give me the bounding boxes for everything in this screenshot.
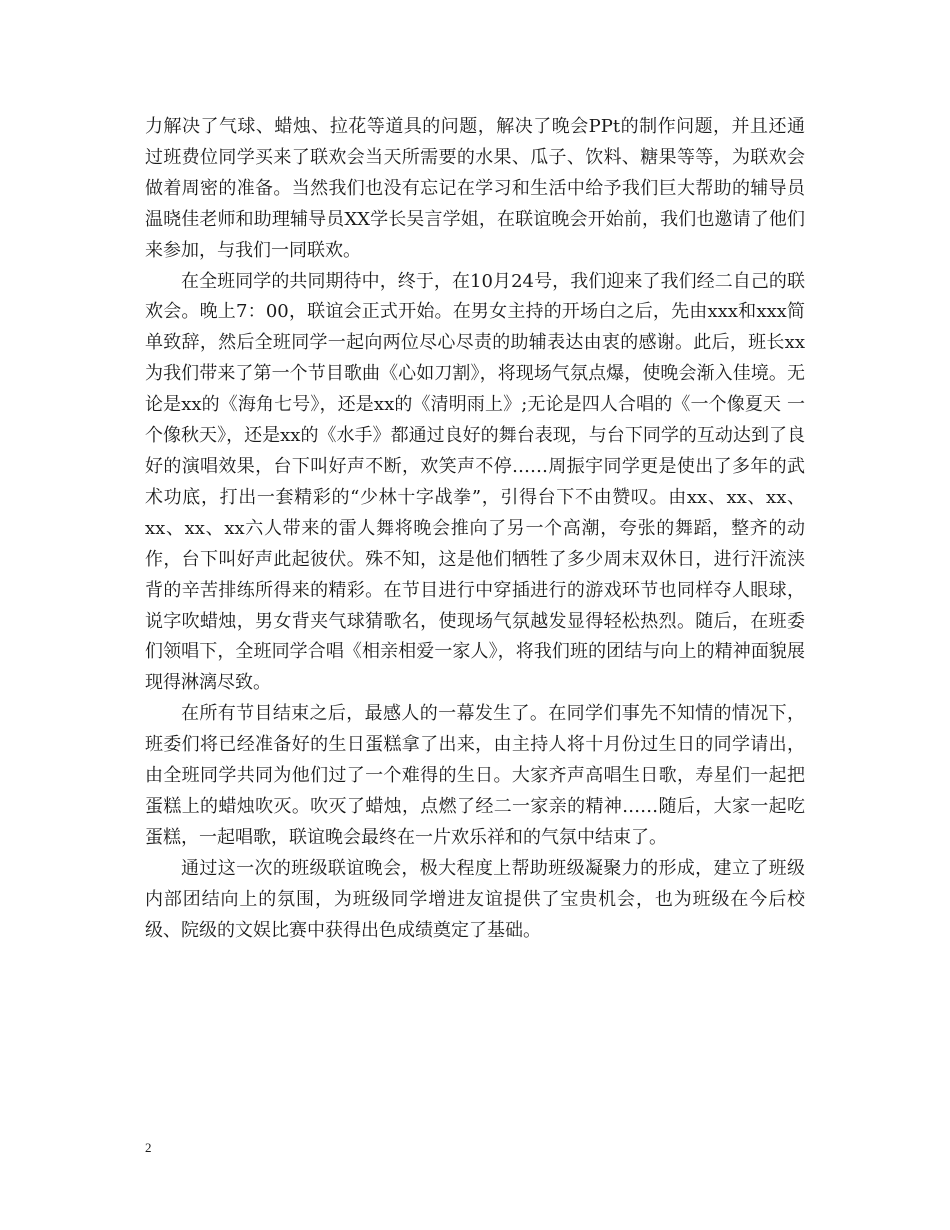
paragraph-party-program: 在全班同学的共同期待中，终于，在10月24号，我们迎来了我们经二自己的联欢会。晚上7：00，联谊会正式开始。在男女主持的开场白之后，先由xxx和xxx简单致辞，然后全班同学一起向两位尽心尽责的助辅表达由衷的感谢。此后，班长xx为我们带来了第一个节目歌曲《心如刀割》，将现场气氛点爆，使晚会渐入佳境。无论是xx的《海角七号》，还是xx的《清明雨上》;无论是四人合唱的《一个像夏天 一个像秋天》，还是xx的《水手》都通过良好的舞台表现，与台下同学的互动达到了良好的演唱效果，台下叫好声不断，欢笑声不停……周振宇同学更是使出了多年的武术功底，打出一套精彩的“少林十字战拳”，引得台下不由赞叹。由xx、xx、xx、xx、xx、xx六人带来的雷人舞将晚会推向了另一个高潮，夸张的舞蹈，整齐的动作，台下叫好声此起彼伏。殊不知，这是他们牺牲了多少周末双休日，进行汗流浃背的辛苦排练所得来的精彩。在节目进行中穿插进行的游戏环节也同样夺人眼球，说字吹蜡烛，男女背夹气球猜歌名，使现场气氛越发显得轻松热烈。随后，在班委们领唱下，全班同学合唱《相亲相爱一家人》，将我们班的团结与向上的精神面貌展现得淋漓尽致。 (145, 270, 805, 694)
paragraph-conclusion: 通过这一次的班级联谊晚会，极大程度上帮助班级凝聚力的形成，建立了班级内部团结向上的氛围，为班级同学增进友谊提供了宝贵机会，也为班级在今后校级、院级的文娱比赛中获得出色成绩奠定了基础。 (145, 857, 805, 941)
paragraph-continuation: 力解决了气球、蜡烛、拉花等道具的问题，解决了晚会PPt的制作问题，并且还通过班费位同学买来了联欢会当天所需要的水果、瓜子、饮料、糖果等等，为联欢会做着周密的准备。当然我们也没有忘记在学习和生活中给予我们巨大帮助的辅导员温晓佳老师和助理辅导员XX学长吴言学姐，在联谊晚会开始前，我们也邀请了他们来参加，与我们一同联欢。 (145, 116, 805, 261)
page-number: 2 (145, 1140, 152, 1155)
document-body (145, 112, 805, 946)
paragraph-birthday: 在所有节目结束之后，最感人的一幕发生了。在同学们事先不知情的情况下，班委们将已经准备好的生日蛋糕拿了出来，由主持人将十月份过生日的同学请出，由全班同学共同为他们过了一个难得的生日。大家齐声高唱生日歌，寿星们一起把蛋糕上的蜡烛吹灭。吹灭了蜡烛，点燃了经二一家亲的精神……随后，大家一起吃蛋糕，一起唱歌，联谊晚会最终在一片欢乐祥和的气氛中结束了。 (145, 703, 805, 848)
